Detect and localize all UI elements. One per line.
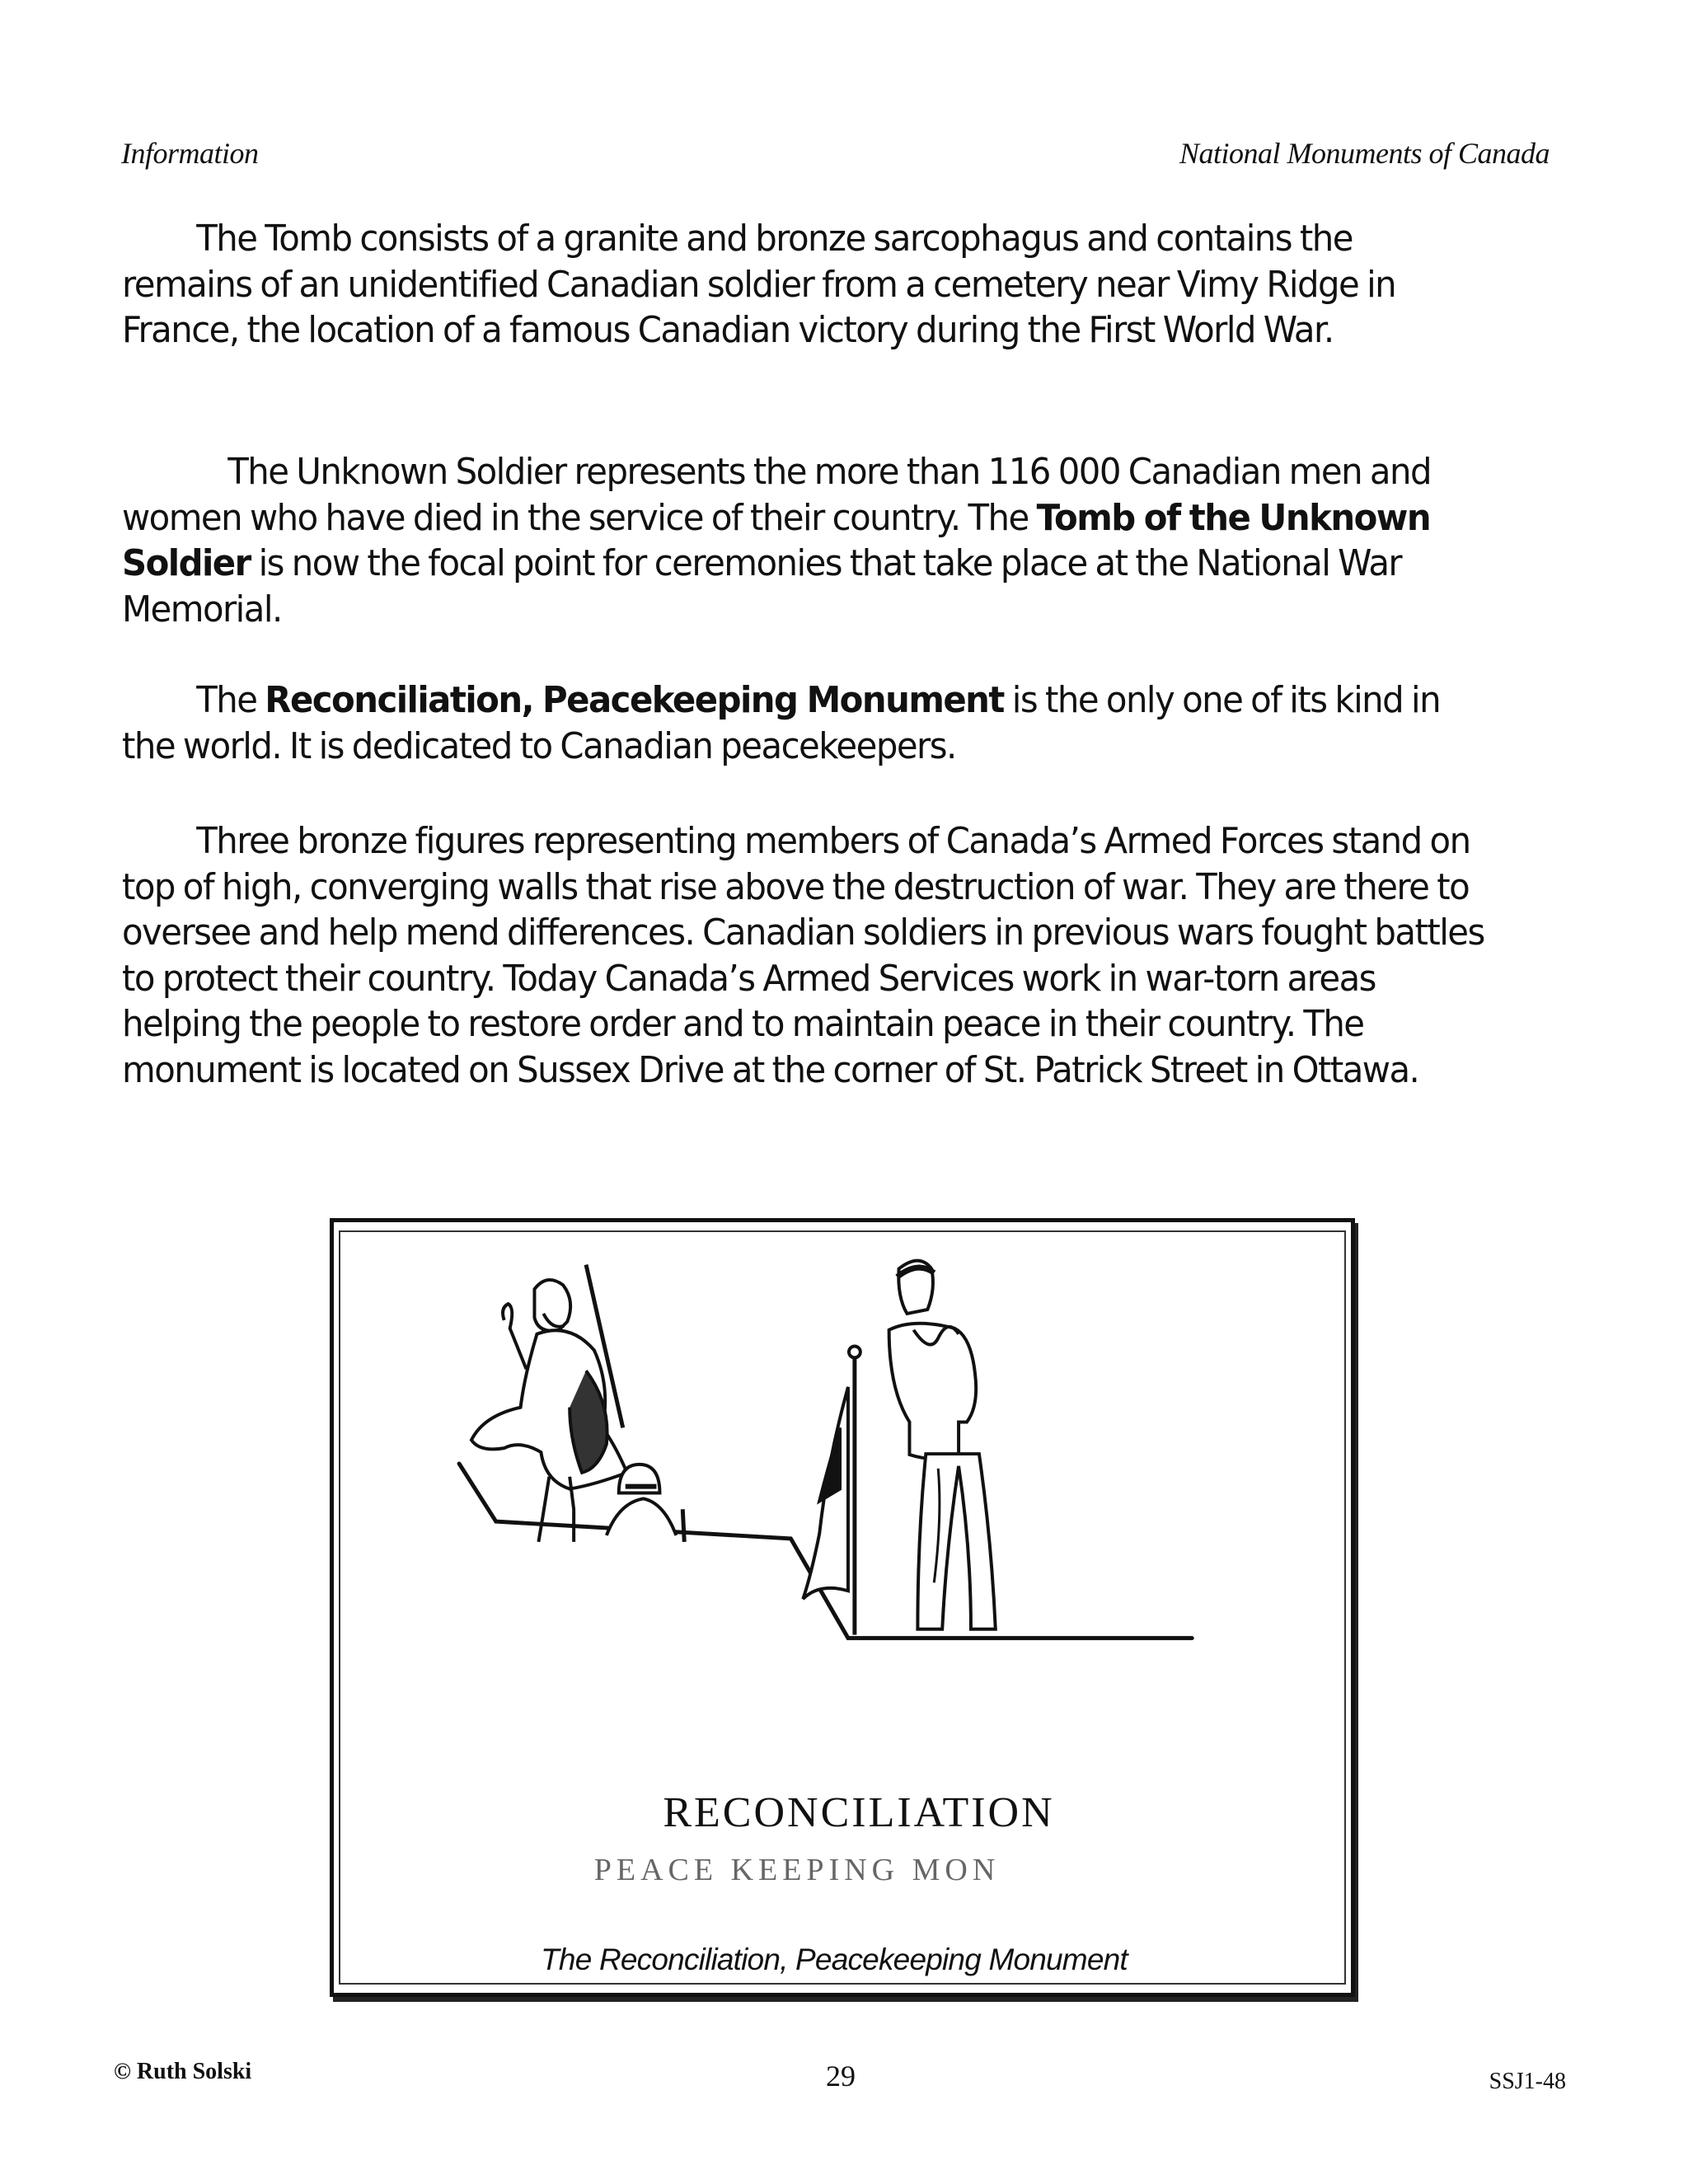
paragraph-unknown-soldier (122, 449, 1484, 632)
paragraph-bronze-figures (122, 818, 1484, 1093)
paragraph-text: The Tomb consists of a granite and bronze sarcophagus and contains the remains of an unidentified Canadian soldier from a cemetery near Vimy Ridge in France, the location of a famous Canadian victory during the First World War. (122, 218, 1396, 351)
female-figure-icon (471, 1265, 627, 1542)
figure-caption: The Reconciliation, Peacekeeping Monument (541, 1943, 1128, 1976)
paragraph-text: The (196, 679, 265, 721)
paragraph-reconciliation-intro (122, 677, 1484, 769)
paragraph-text: is the only one of its kind in the world. It is dedicated to Canadian peacekeepers. (122, 679, 1441, 767)
paragraph-tomb-description (122, 216, 1484, 354)
figure-inner-border (339, 1230, 1346, 1985)
paragraph-text: The Unknown Soldier represents the more than 116 000 Canadian men and women who have died in the service of their country. The (122, 451, 1431, 539)
book-title: National Monuments of Canada (1179, 137, 1550, 170)
copyright-notice: © Ruth Solski (114, 2059, 252, 2084)
monument-figure (330, 1218, 1355, 1997)
bold-term-tomb-of-the-unknown-soldier: Tomb of the Unknown Soldier (122, 496, 1431, 584)
page-number: 29 (826, 2060, 856, 2093)
plaque-text-reconciliation: RECONCILIATION (663, 1789, 1055, 1836)
bold-term-reconciliation-monument: Reconciliation, Peacekeeping Monument (265, 679, 1004, 721)
canadian-flag-icon (803, 1346, 860, 1634)
paragraph-text: is now the focal point for ceremonies that take place at the National War Memorial. (122, 542, 1402, 630)
product-code: SSJ1-48 (1489, 2069, 1566, 2094)
plaque-text-peacekeeping: PEACE KEEPING MON (593, 1853, 1001, 1887)
standing-soldier-icon (889, 1261, 996, 1629)
paragraph-text: Three bronze figures representing members of Canada’s Armed Forces stand on top of high, converging walls that rise above the destruction of war. They are there to oversee and help mend differences. Canadian soldiers in previous wars fought battles to protect their country. Today Canada’s Armed Services work in war-torn areas helping the people to restore order and to maintain peace in their country. The monument is located on Sussex Drive at the corner of St. Patrick Street in Ottawa. (122, 820, 1484, 1091)
section-label: Information (121, 137, 259, 170)
